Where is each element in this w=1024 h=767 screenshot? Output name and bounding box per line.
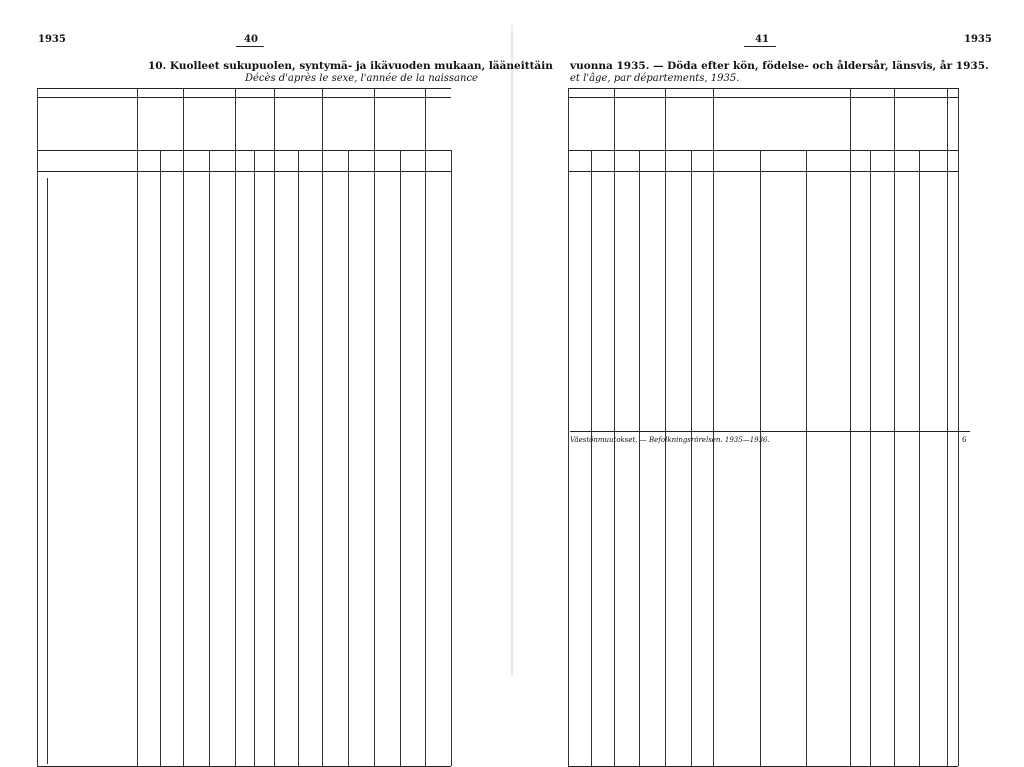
right-subtitle: et l'âge, par départements, 1935. xyxy=(570,73,740,84)
footer-rule xyxy=(570,431,970,432)
left-title: 10. Kuolleet sukupuolen, syntymä- ja ikävuoden mukaan, lääneittäin xyxy=(148,60,553,72)
right-vline-13 xyxy=(947,88,948,766)
left-vline-10 xyxy=(374,88,375,766)
left-vline-13 xyxy=(451,150,452,766)
right-vline-3 xyxy=(639,150,640,766)
right-vline-0 xyxy=(568,88,569,766)
right-hrule-3 xyxy=(568,171,958,172)
left-vline-5 xyxy=(254,150,255,766)
left-vline-edge xyxy=(37,88,38,766)
left-hrule-2 xyxy=(37,150,451,151)
left-hrule-1 xyxy=(37,97,451,98)
right-vline-10 xyxy=(870,150,871,766)
left-vline-6 xyxy=(274,88,275,766)
right-vline-9 xyxy=(850,88,851,766)
right-vline-12 xyxy=(919,150,920,766)
right-vline-6 xyxy=(713,88,714,766)
right-vline-4 xyxy=(665,88,666,766)
year-left: 1935 xyxy=(38,34,66,45)
right-vline-1 xyxy=(591,150,592,766)
footer-left: Väestönmuutokset. — Befolkningsrörelsen. 1935—1936. xyxy=(570,436,770,444)
left-vline-3 xyxy=(209,150,210,766)
right-vline-11 xyxy=(894,88,895,766)
left-subtitle: Décès d'après le sexe, l'année de la naissance xyxy=(245,73,478,84)
left-vline-8 xyxy=(322,88,323,766)
left-vline-1 xyxy=(160,150,161,766)
left-hrule-3 xyxy=(37,171,451,172)
right-vline-5 xyxy=(691,150,692,766)
page-number-right-rule xyxy=(744,46,776,47)
left-vline-9 xyxy=(348,150,349,766)
right-hrule-1 xyxy=(568,97,958,98)
footer-right: 6 xyxy=(962,436,967,444)
right-vline-7 xyxy=(760,150,761,766)
right-hrule-2 xyxy=(568,150,958,151)
left-vline-rownum xyxy=(47,178,48,764)
right-title: vuonna 1935. — Döda efter kön, födelse- och åldersår, länsvis, år 1935. xyxy=(570,60,989,72)
left-vline-12 xyxy=(425,88,426,766)
right-vline-8 xyxy=(806,150,807,766)
right-hrule-4 xyxy=(568,766,958,767)
left-vline-7 xyxy=(298,150,299,766)
left-hrule-0 xyxy=(37,88,451,89)
left-hrule-bottom xyxy=(37,766,451,767)
right-vline-edge xyxy=(958,88,959,766)
page-number-left: 40 xyxy=(244,34,258,45)
page-number-left-rule xyxy=(236,46,264,47)
page-gutter xyxy=(511,25,513,675)
year-right: 1935 xyxy=(964,34,992,45)
page-number-right: 41 xyxy=(755,34,769,45)
left-vline-2 xyxy=(183,88,184,766)
left-vline-11 xyxy=(400,150,401,766)
right-hrule-0 xyxy=(568,88,958,89)
right-vline-2 xyxy=(614,88,615,766)
left-vline-0 xyxy=(137,88,138,766)
left-vline-4 xyxy=(235,88,236,766)
